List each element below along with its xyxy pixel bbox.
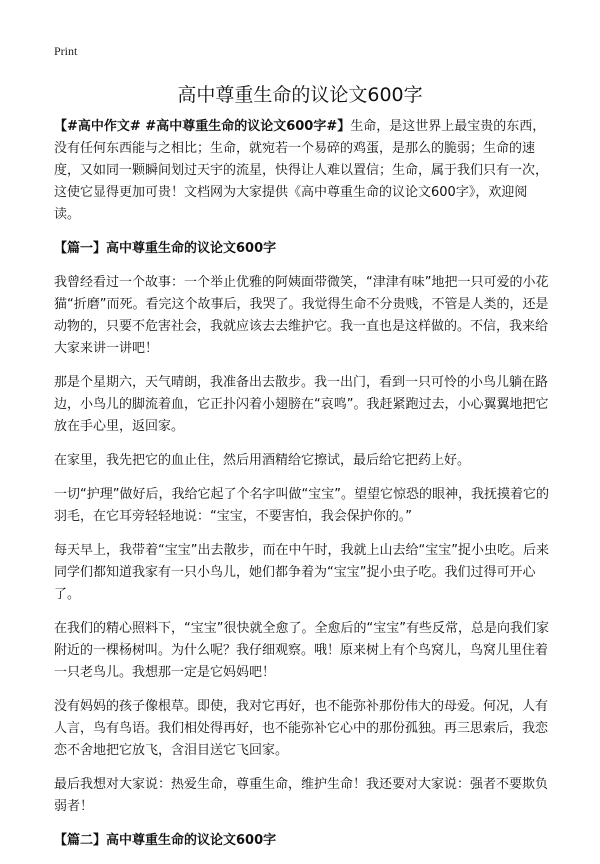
paragraph: 每天早上，我带着“宝宝”出去散步，而在中午时，我就上山去给“宝宝”捉小虫吃。后来同学们都知道我家有一只小鸟儿，她们都争着为“宝宝”捉小虫子吃。我们过得可开心了。 bbox=[54, 543, 549, 602]
paragraph: 在我们的精心照料下，“宝宝”很快就全愈了。全愈后的“宝宝”有些反常，总是向我们家附近的一棵杨树叫。为什么呢？我仔细观察。哦！原来树上有个鸟窝儿，鸟窝儿里住着一只老鸟儿。我想那一定是它妈妈吧！ bbox=[54, 621, 549, 680]
article-body bbox=[54, 116, 550, 864]
page-title: 高中尊重生命的议论文600字 bbox=[177, 84, 423, 106]
section-heading-2: 【篇二】高中尊重生命的议论文600字 bbox=[54, 833, 277, 848]
paragraph: 在家里，我先把它的血止住，然后用酒精给它擦试，最后给它把药上好。 bbox=[54, 453, 471, 468]
paragraph: 一切“护理”做好后，我给它起了个名字叫做“宝宝”。望望它惊恐的眼神，我抚摸着它的羽毛，在它耳旁轻轻地说：“宝宝，不要害怕，我会保护你的。” bbox=[54, 487, 549, 524]
print-link[interactable]: Print bbox=[54, 44, 78, 58]
paragraph: 我曾经看过一个故事：一个举止优雅的阿姨面带微笑，“津津有味”地把一只可爱的小花猫“折磨”而死。看完这个故事后，我哭了。我觉得生命不分贵贱，不管是人类的，还是动物的，只要不危害社会，我就应该去去维护它。我一直也是这样做的。不信，我来给大家来讲一讲吧！ bbox=[54, 275, 549, 356]
intro-tags: 【#高中作文# #高中尊重生命的议论文600字#】 bbox=[54, 119, 351, 134]
paragraph: 没有妈妈的孩子像根草。即使，我对它再好，也不能弥补那份伟大的母爱。何况，人有人言，鸟有鸟语。我们相处得再好，也不能弥补它心中的那份孤独。再三思索后，我恋恋不舍地把它放飞，含泪目送它飞回家。 bbox=[54, 699, 549, 758]
paragraph: 那是个星期六，天气晴朗，我准备出去散步。我一出门，看到一只可怜的小鸟儿躺在路边，小鸟儿的脚流着血，它正扑闪着小翅膀在“哀鸣”。我赶紧跑过去，小心翼翼地把它放在手心里，返回家。 bbox=[54, 375, 549, 434]
section-heading-1: 【篇一】高中尊重生命的议论文600字 bbox=[54, 241, 277, 256]
intro-text: 生命，是这世界上最宝贵的东西，没有任何东西能与之相比；生命，就宛若一个易碎的鸡蛋，是那么的脆弱；生命的速度，又如同一颗瞬间划过天宇的流星，快得让人难以置信；生命，属于我们只有一次，这使它显得更加可贵！文档网为大家提供《高中尊重生命的议论文600字》，欢迎阅读。 bbox=[54, 119, 549, 222]
paragraph: 最后我想对大家说：热爱生命，尊重生命，维护生命！我还要对大家说：强者不要欺负弱者！ bbox=[54, 777, 549, 814]
intro-paragraph bbox=[54, 116, 550, 226]
